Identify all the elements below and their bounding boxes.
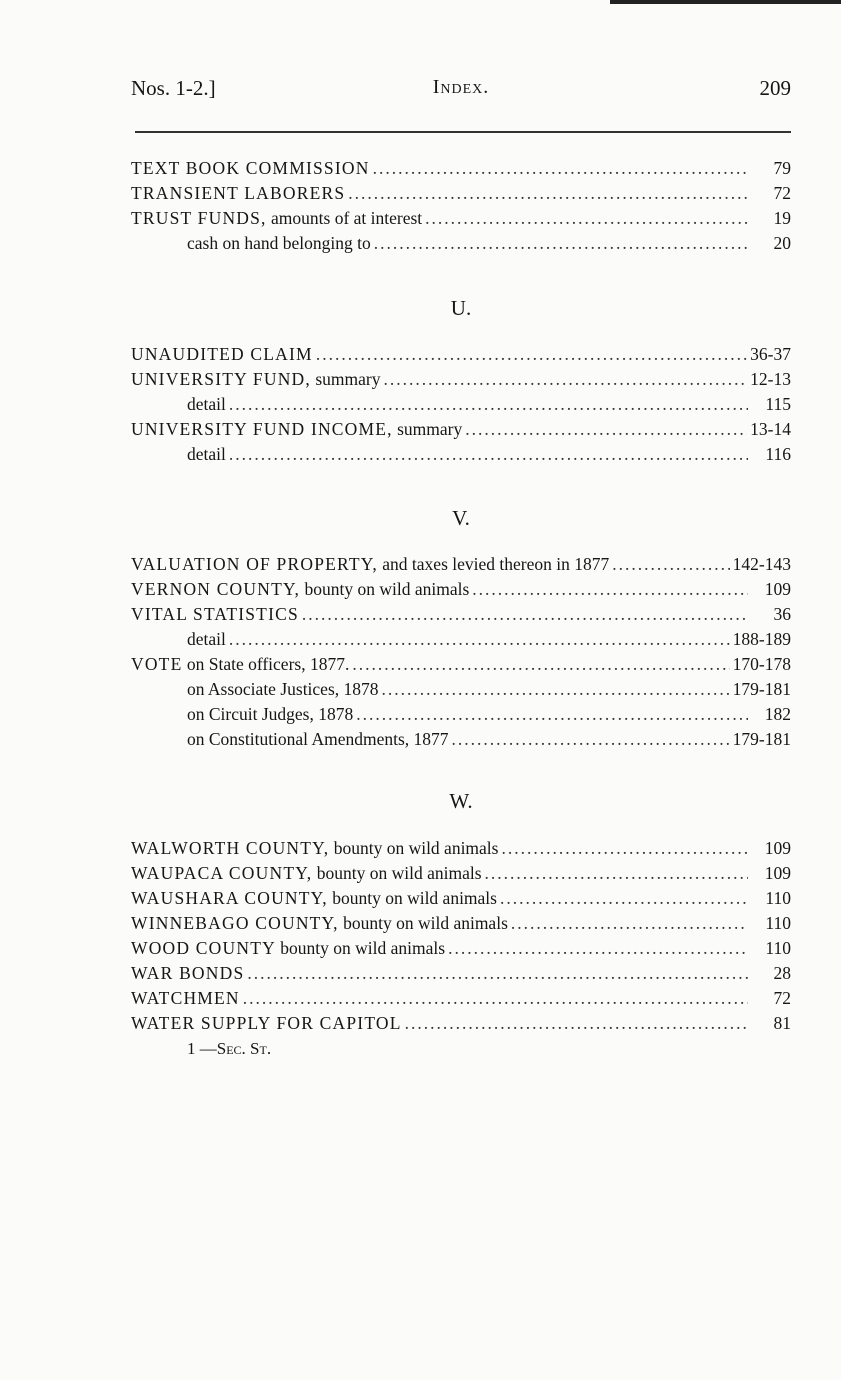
dot-leader — [302, 602, 748, 626]
entry-heading: UNIVERSITY FUND, — [131, 369, 311, 389]
entry-heading: WOOD COUNTY — [131, 938, 276, 958]
entry-subheading: detail — [187, 444, 226, 464]
entry-subheading: bounty on wild animals — [329, 838, 499, 858]
index-entry — [131, 156, 791, 180]
entry-term — [131, 181, 345, 205]
entry-term — [131, 552, 609, 576]
entry-term — [131, 886, 497, 910]
entry-term — [131, 156, 370, 180]
entry-term — [187, 392, 226, 416]
dot-leader — [612, 552, 729, 576]
dot-leader — [485, 861, 748, 885]
entry-page-ref: 109 — [764, 863, 791, 883]
dot-leader — [348, 181, 748, 205]
entry-page-ref: 72 — [773, 988, 791, 1008]
entry-term — [131, 342, 313, 366]
index-entry — [131, 552, 791, 576]
page-header — [131, 76, 791, 104]
index-entry — [131, 577, 791, 601]
entry-heading: WAUPACA COUNTY, — [131, 863, 313, 883]
entry-term — [187, 442, 226, 466]
entry-term — [131, 911, 508, 935]
index-entry — [131, 886, 791, 910]
signature-mark — [187, 1039, 271, 1059]
entry-page-ref: 179-181 — [732, 729, 791, 749]
entry-subheading: on Associate Justices, 1878 — [187, 679, 379, 699]
entry-page-ref: 110 — [765, 913, 791, 933]
entry-subheading: bounty on wild animals — [275, 938, 446, 958]
entry-page-ref: 79 — [773, 158, 791, 178]
entry-term — [131, 652, 349, 676]
entry-page-ref: 179-181 — [732, 679, 791, 699]
index-entry — [131, 911, 791, 935]
index-entry — [131, 936, 791, 960]
entry-term — [187, 702, 353, 726]
entry-term — [187, 627, 226, 651]
dot-leader — [465, 417, 747, 441]
dot-leader — [352, 652, 729, 676]
entry-subheading: bounty on wild animals — [338, 913, 508, 933]
dot-leader — [374, 231, 748, 255]
header-rule — [135, 131, 791, 133]
dot-leader — [373, 156, 748, 180]
entry-subheading: cash on hand belonging to — [187, 233, 371, 253]
entry-heading: TEXT BOOK COMMISSION — [131, 158, 370, 178]
entry-page-ref: 13-14 — [750, 419, 791, 439]
entry-heading: WATCHMEN — [131, 988, 240, 1008]
section-letter: U. — [450, 296, 472, 320]
entry-term — [131, 1011, 402, 1035]
entry-page-ref: 110 — [765, 938, 791, 958]
entry-page-ref: 109 — [764, 838, 791, 858]
header-volume: Nos. 1-2.] — [131, 76, 216, 100]
dot-leader — [229, 627, 730, 651]
entry-term — [131, 602, 299, 626]
entry-subheading: bounty on wild animals — [327, 888, 497, 908]
top-edge-rule — [610, 0, 841, 4]
dot-leader — [511, 911, 748, 935]
entry-heading: WALWORTH COUNTY, — [131, 838, 330, 858]
entry-subheading: on Constitutional Amendments, 1877 — [187, 729, 449, 749]
page-number: 209 — [759, 76, 791, 100]
entry-page-ref: 142-143 — [732, 554, 791, 574]
entry-heading: UNIVERSITY FUND INCOME, — [131, 419, 393, 439]
dot-leader — [448, 936, 748, 960]
index-entry — [131, 181, 791, 205]
entry-term — [131, 936, 445, 960]
entry-page-ref: 81 — [773, 1013, 791, 1033]
entry-page-ref: 36 — [773, 604, 791, 624]
index-entry — [131, 417, 791, 441]
entry-page-ref: 20 — [773, 233, 791, 253]
entry-heading: UNAUDITED CLAIM — [131, 344, 313, 364]
entry-page-ref: 110 — [765, 888, 791, 908]
entry-page-ref: 170-178 — [732, 654, 791, 674]
index-entry — [131, 702, 791, 726]
index-entry — [131, 861, 791, 885]
dot-leader — [383, 367, 747, 391]
index-entry — [131, 677, 791, 701]
index-entry — [131, 442, 791, 466]
index-entry — [131, 602, 791, 626]
dot-leader — [425, 206, 748, 230]
signature-text: —Sec. St. — [199, 1039, 272, 1058]
entry-page-ref: 28 — [773, 963, 791, 983]
entry-heading: WAR BONDS — [131, 963, 245, 983]
entry-subheading: summary — [310, 369, 381, 389]
entry-heading: VALUATION OF PROPERTY, — [131, 554, 378, 574]
dot-leader — [316, 342, 747, 366]
index-entry — [131, 727, 791, 751]
dot-leader — [247, 961, 748, 985]
entry-page-ref: 115 — [765, 394, 791, 414]
entry-subheading: summary — [392, 419, 463, 439]
entry-page-ref: 188-189 — [732, 629, 791, 649]
entry-page-ref: 109 — [764, 579, 791, 599]
entry-heading: TRANSIENT LABORERS — [131, 183, 346, 203]
dot-leader — [405, 1011, 748, 1035]
entry-heading: WAUSHARA COUNTY, — [131, 888, 328, 908]
entry-subheading: detail — [187, 394, 226, 414]
entry-term — [131, 861, 482, 885]
entry-page-ref: 19 — [773, 208, 791, 228]
entry-subheading: bounty on wild animals — [300, 579, 470, 599]
entry-term — [131, 367, 380, 391]
entry-heading: VOTE — [131, 654, 183, 674]
dot-leader — [356, 702, 748, 726]
entry-subheading: on State officers, 1877. — [182, 654, 350, 674]
dot-leader — [472, 577, 748, 601]
entry-subheading: on Circuit Judges, 1878 — [187, 704, 354, 724]
dot-leader — [229, 392, 748, 416]
index-entry — [131, 986, 791, 1010]
entry-subheading: bounty on wild animals — [312, 863, 482, 883]
entry-heading: TRUST FUNDS, — [131, 208, 267, 228]
section-letter: W. — [449, 789, 473, 813]
entry-term — [131, 986, 240, 1010]
signature-number: 1 — [187, 1039, 196, 1058]
entry-page-ref: 182 — [764, 704, 791, 724]
entry-page-ref: 72 — [773, 183, 791, 203]
entry-page-ref: 116 — [765, 444, 791, 464]
dot-leader — [500, 886, 748, 910]
section-letter: V. — [452, 506, 470, 530]
index-entry — [131, 961, 791, 985]
index-entry — [131, 367, 791, 391]
entry-term — [131, 206, 422, 230]
index-entry — [131, 206, 791, 230]
dot-leader — [382, 677, 730, 701]
entry-heading: VERNON COUNTY, — [131, 579, 301, 599]
index-entry — [131, 652, 791, 676]
entry-term — [131, 836, 498, 860]
dot-leader — [243, 986, 748, 1010]
index-entry — [131, 1011, 791, 1035]
entry-term — [187, 727, 449, 751]
entry-subheading: amounts of at interest — [266, 208, 423, 228]
index-entry — [131, 231, 791, 255]
header-title: Index. — [432, 76, 490, 98]
entry-subheading: detail — [187, 629, 226, 649]
index-entry — [131, 342, 791, 366]
entry-heading: WATER SUPPLY FOR CAPITOL — [131, 1013, 402, 1033]
entry-term — [187, 677, 379, 701]
index-entry — [131, 392, 791, 416]
entry-page-ref: 12-13 — [750, 369, 791, 389]
dot-leader — [501, 836, 748, 860]
entry-page-ref: 36-37 — [750, 344, 791, 364]
dot-leader — [452, 727, 730, 751]
entry-subheading: and taxes levied thereon in 1877 — [377, 554, 610, 574]
dot-leader — [229, 442, 748, 466]
entry-term — [131, 961, 244, 985]
entry-term — [131, 577, 469, 601]
entry-term — [131, 417, 462, 441]
index-entry — [131, 836, 791, 860]
entry-heading: WINNEBAGO COUNTY, — [131, 913, 339, 933]
entry-heading: VITAL STATISTICS — [131, 604, 299, 624]
index-entry — [131, 627, 791, 651]
entry-term — [187, 231, 371, 255]
